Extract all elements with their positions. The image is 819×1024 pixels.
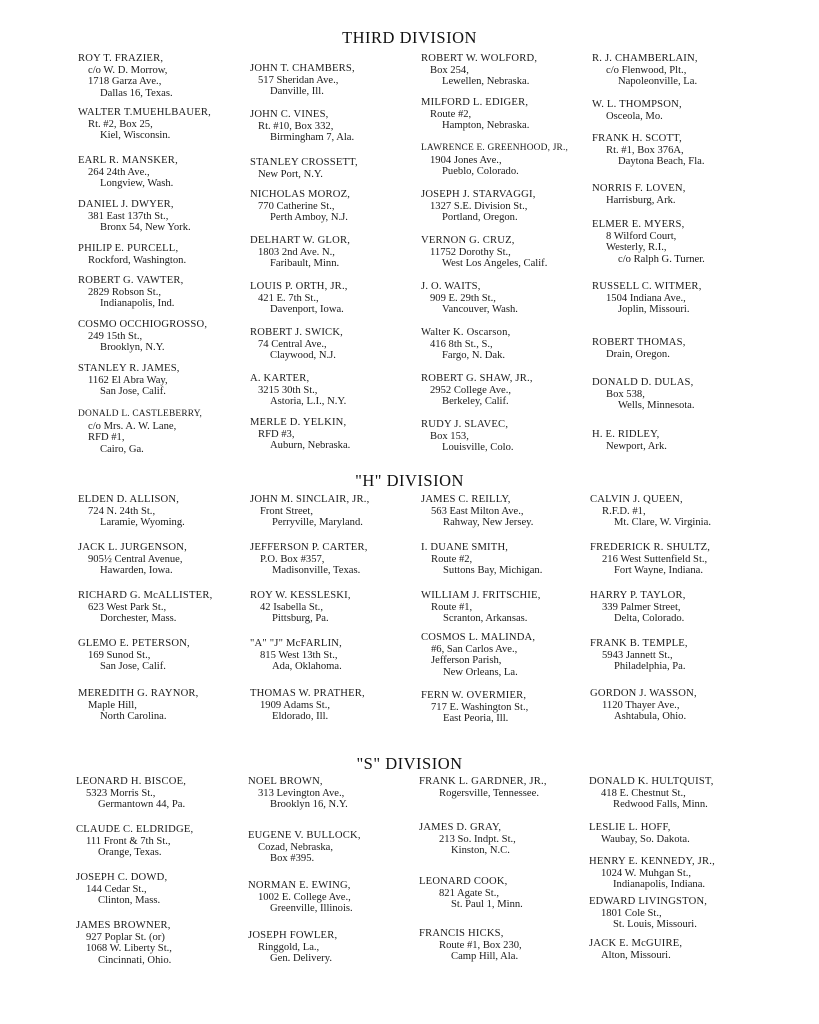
address-line: 144 Cedar St., (86, 883, 147, 895)
address-line: Rahway, New Jersey. (443, 517, 534, 528)
address-line: 1162 El Abra Way, (88, 374, 168, 386)
member-name: VERNON G. CRUZ, (421, 235, 515, 246)
member-name: DONALD L. CASTLEBERRY, (78, 409, 203, 419)
roster-entry (592, 183, 764, 206)
address-line: Ashtabula, Ohio. (614, 711, 687, 722)
member-name: ROY W. KESSLESKI, (250, 590, 351, 601)
address-line: Lewellen, Nebraska. (442, 76, 530, 87)
address-line: Cincinnati, Ohio. (98, 954, 172, 966)
address-line: Longview, Wash. (100, 178, 174, 189)
address-line: Redwood Falls, Minn. (613, 799, 708, 810)
address-line: Berkeley, Calif. (442, 396, 509, 407)
member-name: JEFFERSON P. CARTER, (250, 542, 368, 553)
roster-entry (592, 133, 764, 168)
address-line: Front Street, (260, 505, 313, 517)
address-line: #6, San Carlos Ave., (431, 643, 518, 655)
address-line: 1024 W. Muhgan St., (601, 867, 692, 879)
address-line: Indianapolis, Indiana. (613, 879, 706, 890)
roster-entry (250, 235, 422, 270)
address-line: 5323 Morris St., (86, 787, 156, 799)
address-line: 11752 Dorothy St., (430, 246, 511, 258)
member-name: ROY T. FRAZIER, (78, 53, 164, 64)
address-line: Laramie, Wyoming. (100, 517, 185, 528)
address-line: Route #1, Box 230, (439, 939, 522, 951)
member-name: HARRY P. TAYLOR, (590, 590, 686, 601)
member-name: JAMES C. REILLY, (421, 494, 511, 505)
roster-entry (421, 419, 593, 454)
member-name: ELMER E. MYERS, (592, 219, 685, 230)
roster-entry (421, 143, 593, 178)
address-line: 1803 2nd Ave. N., (258, 246, 335, 258)
address-line: Box 254, (430, 64, 469, 76)
address-line: c/o Ralph G. Turner. (618, 253, 705, 265)
address-line: Madisonville, Texas. (272, 565, 361, 576)
roster-entry (78, 590, 250, 625)
address-line: Dallas 16, Texas. (100, 87, 173, 99)
address-line: Germantown 44, Pa. (98, 799, 186, 810)
roster-entry (589, 776, 761, 811)
roster-entry (250, 189, 422, 224)
address-line: North Carolina. (100, 711, 167, 722)
member-name: MILFORD L. EDIGER, (421, 97, 529, 108)
roster-entry (592, 377, 764, 412)
roster-entry (78, 542, 250, 577)
address-line: Claywood, N.J. (270, 350, 336, 361)
member-name: DONALD D. DULAS, (592, 377, 694, 388)
address-line: New Orleans, La. (443, 666, 518, 678)
roster-entry (78, 409, 250, 455)
roster-entry (78, 243, 250, 266)
address-line: RFD #1, (88, 432, 125, 443)
address-line: 1801 Cole St., (601, 907, 662, 919)
address-line: Brooklyn 16, N.Y. (270, 799, 348, 810)
address-line: 416 8th St., S., (430, 338, 493, 350)
member-name: GLEMO E. PETERSON, (78, 638, 190, 649)
address-line: Drain, Oregon. (606, 348, 670, 360)
address-line: Daytona Beach, Fla. (618, 156, 705, 167)
address-line: 5943 Jannett St., (602, 649, 673, 661)
member-name: STANLEY R. JAMES, (78, 363, 180, 374)
address-line: Box 153, (430, 430, 469, 442)
member-name: JACK E. McGUIRE, (589, 938, 683, 949)
member-name: STANLEY CROSSETT, (250, 157, 358, 168)
address-line: Eldorado, Ill. (272, 711, 329, 722)
section-heading-h-division: "H" DIVISION (355, 471, 464, 490)
address-line: Gen. Delivery. (270, 953, 332, 964)
member-name: FRANK L. GARDNER, JR., (419, 776, 547, 787)
address-line: 1002 E. College Ave., (258, 891, 351, 903)
address-line: San Jose, Calif. (100, 661, 166, 672)
member-name: JOHN M. SINCLAIR, JR., (250, 494, 370, 505)
roster-entry (592, 53, 764, 88)
roster-entry (421, 690, 593, 725)
roster-entry (76, 776, 248, 811)
member-name: MEREDITH G. RAYNOR, (78, 688, 199, 699)
address-line: Suttons Bay, Michigan. (443, 565, 543, 576)
member-name: ROBERT W. WOLFORD, (421, 53, 538, 64)
address-line: Vancouver, Wash. (442, 304, 518, 315)
member-name: W. L. THOMPSON, (592, 99, 682, 110)
address-line: Cairo, Ga. (100, 443, 144, 455)
roster-entry (592, 337, 764, 360)
address-line: Rockford, Washington. (88, 254, 187, 266)
address-line: Rogersville, Tennessee. (439, 787, 539, 799)
address-line: Dorchester, Mass. (100, 613, 177, 624)
address-line: Route #2, (431, 553, 473, 565)
address-line: 313 Levington Ave., (258, 787, 345, 799)
member-name: J. O. WAITS, (421, 281, 481, 292)
address-line: Bronx 54, New York. (100, 222, 191, 233)
address-line: 1068 W. Liberty St., (86, 943, 172, 954)
member-name: THOMAS W. PRATHER, (250, 688, 365, 699)
address-line: 1904 Jones Ave., (430, 154, 502, 166)
address-line: Kinston, N.C. (451, 845, 510, 856)
member-name: A. KARTER, (250, 373, 310, 384)
member-name: PHILIP E. PURCELL, (78, 243, 179, 254)
address-line: 2952 College Ave., (430, 384, 512, 396)
address-line: 815 West 13th St., (260, 649, 338, 661)
member-name: WILLIAM J. FRITSCHIE, (421, 590, 541, 601)
address-line: 717 E. Washington St., (431, 701, 529, 713)
roster-entry (590, 494, 762, 529)
roster-entry (421, 235, 593, 270)
address-line: 2829 Robson St., (88, 286, 161, 298)
roster-entry (250, 327, 422, 362)
member-name: FRANK B. TEMPLE, (590, 638, 688, 649)
address-line: 74 Central Ave., (258, 338, 327, 350)
address-line: Delta, Colorado. (614, 613, 685, 624)
roster-entry (421, 53, 593, 88)
address-line: Indianapolis, Ind. (100, 298, 175, 309)
member-name: "A" "J" McFARLIN, (250, 638, 343, 649)
address-line: 264 24th Ave., (88, 166, 150, 178)
address-line: Hawarden, Iowa. (100, 565, 173, 576)
roster-entry (590, 688, 762, 723)
address-line: Box 538, (606, 388, 645, 400)
address-line: 909 E. 29th St., (430, 292, 496, 304)
address-line: Brooklyn, N.Y. (100, 342, 165, 353)
address-line: Hampton, Nebraska. (442, 120, 530, 131)
member-name: NORMAN E. EWING, (248, 880, 351, 891)
member-name: I. DUANE SMITH, (421, 542, 509, 553)
roster-entry (78, 275, 250, 310)
member-name: MERLE D. YELKIN, (250, 417, 347, 428)
roster-entry (250, 373, 422, 408)
member-name: ROBERT G. SHAW, JR., (421, 373, 533, 384)
address-line: Alton, Missouri. (601, 949, 671, 961)
member-name: FRANK H. SCOTT, (592, 133, 682, 144)
address-line: Pueblo, Colorado. (442, 166, 519, 177)
roster-entry (421, 281, 593, 316)
member-name: RICHARD G. McALLISTER, (78, 590, 213, 601)
roster-entry (78, 363, 250, 398)
member-name: NICHOLAS MOROZ, (250, 189, 351, 200)
address-line: Newport, Ark. (606, 440, 667, 452)
roster-entry (76, 920, 248, 966)
member-name: NOEL BROWN, (248, 776, 323, 787)
roster-entry (78, 199, 250, 234)
address-line: 1718 Garza Ave., (88, 76, 162, 87)
address-line: 421 E. 7th St., (258, 292, 319, 304)
address-line: 216 West Suttenfield St., (602, 553, 708, 565)
roster-entry (78, 319, 250, 354)
address-line: Louisville, Colo. (442, 442, 514, 453)
section-heading-third-division: THIRD DIVISION (342, 28, 477, 47)
member-name: FERN W. OVERMIER, (421, 690, 527, 701)
roster-entry (250, 281, 422, 316)
roster-entry (421, 189, 593, 224)
member-name: GORDON J. WASSON, (590, 688, 697, 699)
address-line: 418 E. Chestnut St., (601, 787, 686, 799)
roster-entry (250, 638, 422, 673)
roster-entry (250, 590, 422, 625)
roster-entry (250, 688, 422, 723)
address-line: Westerly, R.I., (606, 242, 667, 253)
address-line: 905½ Central Avenue, (88, 553, 183, 565)
member-name: NORRIS F. LOVEN, (592, 183, 686, 194)
member-name: ROBERT G. VAWTER, (78, 275, 184, 286)
roster-entry (589, 822, 761, 845)
roster-entry (250, 157, 422, 180)
roster-entry (592, 99, 764, 122)
member-name: FRANCIS HICKS, (419, 928, 504, 939)
roster-entry (248, 776, 420, 811)
address-line: Auburn, Nebraska. (270, 440, 351, 451)
address-line: 213 So. Indpt. St., (439, 833, 516, 845)
member-name: DANIEL J. DWYER, (78, 199, 174, 210)
roster-entry (421, 494, 593, 529)
roster-entry (590, 590, 762, 625)
address-line: Joplin, Missouri. (618, 304, 690, 315)
address-line: 517 Sheridan Ave., (258, 74, 339, 86)
address-line: Astoria, L.I., N.Y. (270, 396, 347, 407)
address-line: San Jose, Calif. (100, 386, 166, 397)
member-name: EARL R. MANSKER, (78, 155, 178, 166)
member-name: DELHART W. GLOR, (250, 235, 351, 246)
roster-entry (78, 155, 250, 190)
address-line: c/o Mrs. A. W. Lane, (88, 420, 177, 432)
address-line: RFD #3, (258, 428, 295, 440)
member-name: EDWARD LIVINGSTON, (589, 896, 708, 907)
address-line: Fargo, N. Dak. (442, 350, 506, 361)
address-line: New Port, N.Y. (258, 168, 323, 180)
address-line: 724 N. 24th St., (88, 505, 156, 517)
address-line: St. Louis, Missouri. (613, 919, 697, 930)
roster-entry (419, 822, 591, 857)
member-name: LAWRENCE E. GREENHOOD, JR., (421, 143, 569, 153)
address-line: 1327 S.E. Division St., (430, 200, 528, 212)
member-name: JOSEPH FOWLER, (248, 930, 338, 941)
roster-entry (250, 542, 422, 577)
member-name: LEONARD COOK, (419, 876, 508, 887)
member-name: ROBERT J. SWICK, (250, 327, 344, 338)
member-name: EUGENE V. BULLOCK, (248, 830, 361, 841)
address-line: 770 Catherine St., (258, 200, 335, 212)
address-line: 249 15th St., (88, 330, 143, 342)
address-line: East Peoria, Ill. (443, 713, 509, 724)
member-name: Walter K. Oscarson, (421, 327, 511, 338)
address-line: Cozad, Nebraska, (258, 841, 334, 853)
roster-entry (421, 590, 593, 625)
address-line: Scranton, Arkansas. (443, 613, 528, 624)
roster-entry (592, 219, 764, 265)
member-name: ELDEN D. ALLISON, (78, 494, 180, 505)
roster-entry (589, 896, 761, 931)
address-line: 1504 Indiana Ave., (606, 292, 686, 304)
member-name: FREDERICK R. SHULTZ, (590, 542, 711, 553)
address-line: 927 Poplar St. (or) (86, 931, 165, 943)
section-heading-s-division: "S" DIVISION (356, 754, 463, 773)
member-name: HENRY E. KENNEDY, JR., (589, 856, 715, 867)
roster-entry (248, 830, 420, 865)
roster-entry (421, 373, 593, 408)
roster-entry (248, 880, 420, 915)
address-line: Maple Hill, (88, 699, 137, 711)
address-line: 1120 Thayer Ave., (602, 699, 680, 711)
address-line: Orange, Texas. (98, 847, 162, 858)
member-name: WALTER T.MUEHLBAUER, (78, 107, 211, 118)
roster-entry (590, 542, 762, 577)
roster-entry (421, 542, 593, 577)
member-name: LEONARD H. BISCOE, (76, 776, 187, 787)
member-name: COSMO OCCHIOGROSSO, (78, 319, 208, 330)
address-line: Ringgold, La., (258, 941, 320, 953)
address-line: Birmingham 7, Ala. (270, 132, 355, 143)
address-line: Greenville, Illinois. (270, 903, 353, 914)
address-line: West Los Angeles, Calif. (442, 258, 548, 269)
member-name: JOSEPH C. DOWD, (76, 872, 168, 883)
address-line: Route #2, (430, 108, 472, 120)
roster-entry (421, 632, 593, 678)
member-name: COSMOS L. MALINDA, (421, 632, 536, 643)
address-line: 3215 30th St., (258, 384, 318, 396)
member-name: JOHN T. CHAMBERS, (250, 63, 355, 74)
roster-entry (592, 429, 764, 452)
roster-entry (589, 856, 761, 891)
roster-entry (421, 97, 593, 132)
address-line: 623 West Park St., (88, 601, 167, 613)
address-line: Rt. #2, Box 25, (88, 118, 153, 130)
address-line: c/o Flenwood, Plt., (606, 64, 687, 76)
roster-entry (78, 494, 250, 529)
member-name: JAMES D. GRAY, (419, 822, 502, 833)
roster-entry (250, 494, 422, 529)
address-line: P.O. Box #357, (260, 553, 325, 565)
roster-entry (248, 930, 420, 965)
member-name: CLAUDE C. ELDRIDGE, (76, 824, 194, 835)
member-name: CALVIN J. QUEEN, (590, 494, 683, 505)
member-name: RUSSELL C. WITMER, (592, 281, 702, 292)
member-name: RUDY J. SLAVEC, (421, 419, 509, 430)
address-line: R.F.D. #1, (602, 505, 646, 517)
address-line: 169 Sunod St., (88, 649, 151, 661)
address-line: Box #395. (270, 853, 315, 864)
roster-entry (76, 872, 248, 907)
roster-entry (78, 638, 250, 673)
roster-entry (250, 63, 422, 98)
address-line: Clinton, Mass. (98, 895, 161, 906)
address-line: Route #1, (431, 601, 473, 613)
address-line: Wells, Minnesota. (618, 400, 695, 411)
member-name: ROBERT THOMAS, (592, 337, 686, 348)
address-line: 111 Front & 7th St., (86, 835, 171, 847)
address-line: 339 Palmer Street, (602, 601, 681, 613)
address-line: Portland, Oregon. (442, 212, 518, 223)
address-line: Danville, Ill. (270, 86, 324, 97)
address-line: 42 Isabella St., (260, 601, 323, 613)
address-line: Osceola, Mo. (606, 110, 663, 122)
member-name: JOHN C. VINES, (250, 109, 329, 120)
roster-entry (78, 107, 250, 142)
address-line: Rt. #10, Box 332, (258, 120, 334, 132)
address-line: Jefferson Parish, (431, 655, 502, 666)
roster-entry (419, 928, 591, 963)
address-line: Perth Amboy, N.J. (270, 212, 348, 223)
address-line: 563 East Milton Ave., (431, 505, 524, 517)
address-line: Perryville, Maryland. (272, 517, 363, 528)
roster-entry (78, 53, 250, 99)
member-name: LESLIE L. HOFF, (589, 822, 671, 833)
address-line: Camp Hill, Ala. (451, 951, 519, 962)
member-name: H. E. RIDLEY, (592, 429, 660, 440)
roster-entry (419, 776, 591, 799)
roster-entry (589, 938, 761, 961)
address-line: Pittsburg, Pa. (272, 613, 329, 624)
address-line: c/o W. D. Morrow, (88, 64, 168, 76)
address-line: 821 Agate St., (439, 887, 500, 899)
member-name: JAMES BROWNER, (76, 920, 171, 931)
roster-entry (419, 876, 591, 911)
address-line: Ada, Oklahoma. (272, 661, 342, 672)
roster-entry (592, 281, 764, 316)
address-line: 381 East 137th St., (88, 210, 169, 222)
address-line: Napoleonville, La. (618, 76, 698, 87)
member-name: JACK L. JURGENSON, (78, 542, 187, 553)
member-name: R. J. CHAMBERLAIN, (592, 53, 698, 64)
roster-entry (78, 688, 250, 723)
address-line: Waubay, So. Dakota. (601, 833, 690, 845)
address-line: Mt. Clare, W. Virginia. (614, 517, 711, 528)
roster-entry (421, 327, 593, 362)
address-line: 1909 Adams St., (260, 699, 331, 711)
address-line: Harrisburg, Ark. (606, 194, 676, 206)
address-line: Kiel, Wisconsin. (100, 130, 171, 141)
roster-entry (76, 824, 248, 859)
roster-entry (250, 417, 422, 452)
address-line: Faribault, Minn. (270, 258, 340, 269)
member-name: LOUIS P. ORTH, JR., (250, 281, 348, 292)
member-name: DONALD K. HULTQUIST, (589, 776, 714, 787)
address-line: St. Paul 1, Minn. (451, 899, 523, 910)
roster-entry (250, 109, 422, 144)
address-line: 8 Wilford Court, (606, 230, 677, 242)
address-line: Fort Wayne, Indiana. (614, 565, 703, 576)
address-line: Philadelphia, Pa. (614, 661, 686, 672)
member-name: JOSEPH J. STARVAGGI, (421, 189, 536, 200)
address-line: Davenport, Iowa. (270, 304, 344, 315)
address-line: Rt. #1, Box 376A, (606, 144, 684, 156)
roster-entry (590, 638, 762, 673)
